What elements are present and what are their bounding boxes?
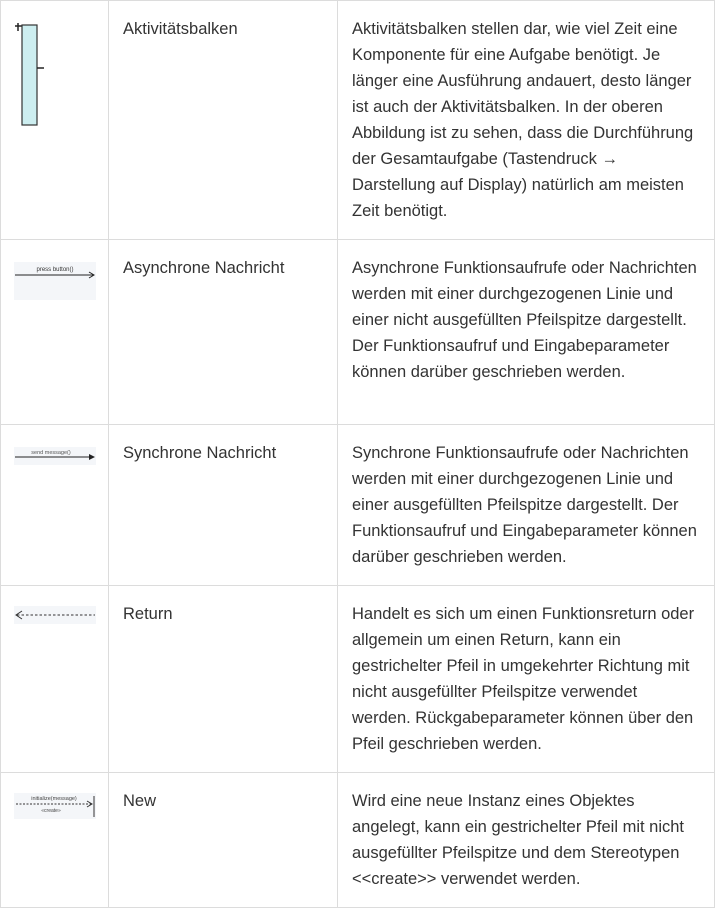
stereotype-label: «create» — [41, 808, 61, 814]
element-name: Return — [109, 586, 338, 773]
create-message-arrow-icon — [1, 773, 108, 906]
icon-cell — [1, 1, 109, 240]
arrow-label: press button() — [36, 267, 74, 273]
element-description: Synchrone Funktionsaufrufe oder Nachrichten werden mit einer durchgezogenen Linie und einer ausgefüllten Pfeilspitze dargestellt. Der Funktionsaufruf und Eingabeparameter können darüber geschrieben werden. — [338, 425, 715, 586]
icon-cell — [1, 773, 109, 908]
element-description: Aktivitätsbalken stellen dar, wie viel Zeit eine Komponente für eine Aufgabe benötigt. Je länger eine Ausführung andauert, desto länger ist auch der Aktivitätsbalken. In der oberen Abbildung ist zu sehen, dass die Durchführung der Gesamtaufgabe (Tastendruck → Darstellung auf Display) natürlich am meisten Zeit benötigt. — [338, 1, 715, 240]
element-description: Handelt es sich um einen Funktionsreturn oder allgemein um einen Return, kann ein gestrichelter Pfeil in umgekehrter Richtung mit nicht ausgefüllter Pfeilspitze verwendet werden. Rückgabeparameter können über den Pfeil geschrieben werden. — [338, 586, 715, 773]
table-row — [1, 240, 715, 425]
element-description: Wird eine neue Instanz eines Objektes angelegt, kann ein gestrichelter Pfeil mit nicht ausgefüllter Pfeilspitze und dem Stereotypen <<create>> verwendet werden. — [338, 773, 715, 908]
table-row — [1, 425, 715, 586]
element-description: Asynchrone Funktionsaufrufe oder Nachrichten werden mit einer durchgezogenen Linie und einer nicht ausgefüllten Pfeilspitze dargestellt. Der Funktionsaufruf und Eingabeparameter können darüber geschrieben werden. — [338, 240, 715, 425]
icon-cell — [1, 240, 109, 425]
arrow-label: initialize(message) — [31, 796, 77, 802]
element-name: Synchrone Nachricht — [109, 425, 338, 586]
async-message-arrow-icon — [1, 240, 108, 424]
sync-message-arrow-icon — [1, 425, 108, 583]
table-row — [1, 586, 715, 773]
element-name: Aktivitätsbalken — [109, 1, 338, 240]
table-row — [1, 1, 715, 240]
arrow-label: send message() — [31, 450, 71, 456]
element-name: New — [109, 773, 338, 908]
element-name: Asynchrone Nachricht — [109, 240, 338, 425]
activation-bar-icon — [1, 1, 108, 211]
return-arrow-icon — [1, 586, 108, 770]
icon-cell — [1, 586, 109, 773]
table-row — [1, 773, 715, 908]
icon-cell — [1, 425, 109, 586]
